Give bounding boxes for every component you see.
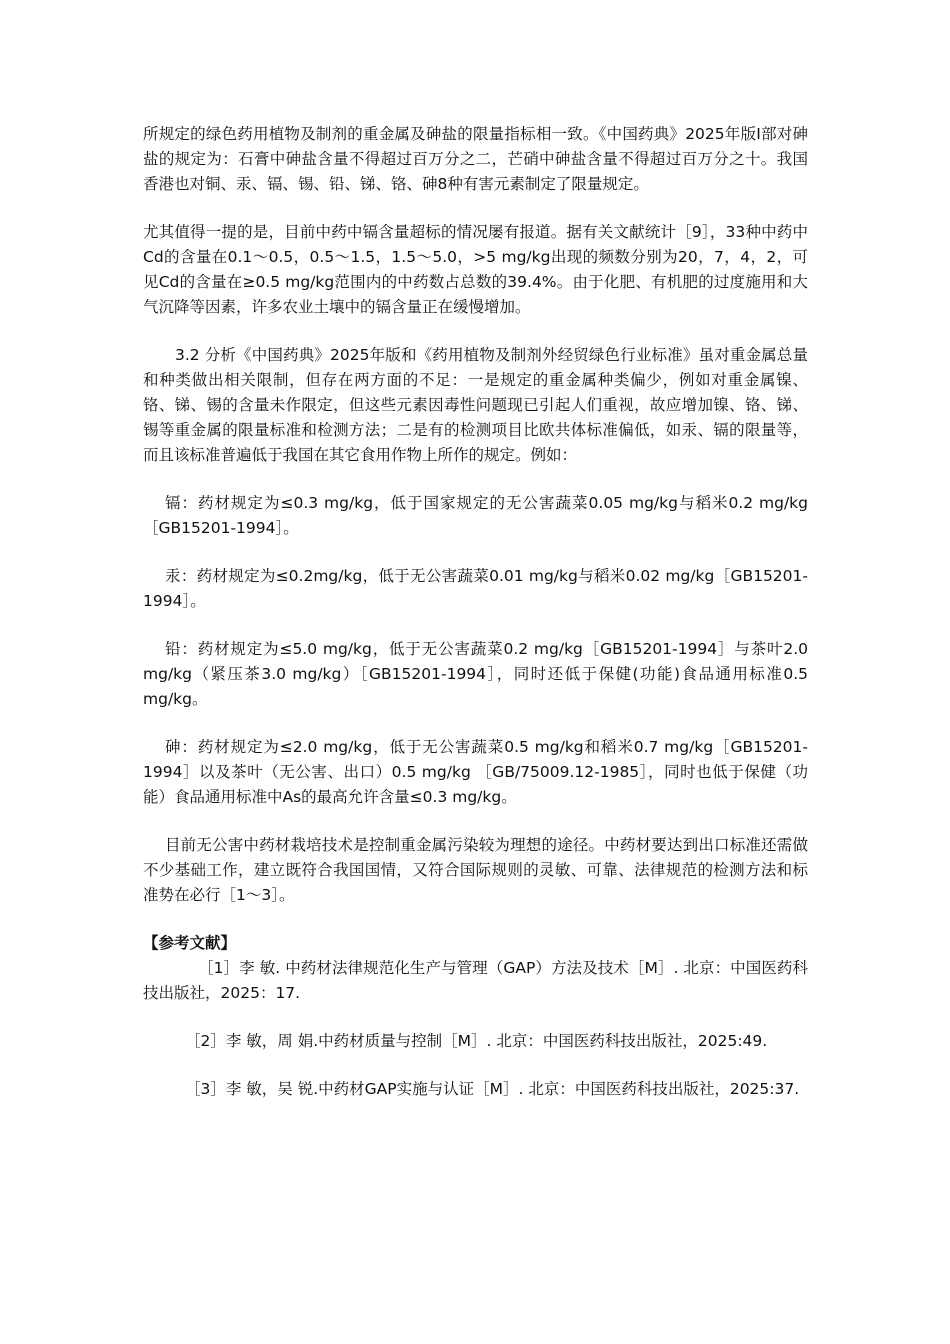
paragraph-lead-limit: 铅：药材规定为≤5.0 mg/kg，低于无公害蔬菜0.2 mg/kg［GB15201-1994］与茶叶2.0 mg/kg（紧压茶3.0 mg/kg）［GB15201-1994］，同时还低于保健(功能)食品通用标准0.5 mg/kg。	[143, 640, 808, 708]
reference-item: ［2］李 敏，周 娟.中药材质量与控制［M］. 北京：中国医药科技出版社，2025:49.	[185, 1032, 768, 1050]
reference-item: ［1］李 敏. 中药材法律规范化生产与管理（GAP）方法及技术［M］. 北京：中国医药科技出版社，2025：17.	[143, 959, 808, 1002]
paragraph-cadmium-statistics: 尤其值得一提的是，目前中药中镉含量超标的情况屡有报道。据有关文献统计［9］，33种中药中Cd的含量在0.1～0.5，0.5～1.5，1.5～5.0，>5 mg/kg出现的频数分别为20，7，4，2，可见Cd的含量在≥0.5 mg/kg范围内的中药数占总数的39.4%。由于化肥、有机肥的过度施用和大气沉降等因素，许多农业土壤中的镉含量正在缓慢增加。	[143, 223, 808, 316]
paragraph-mercury-limit: 汞：药材规定为≤0.2mg/kg，低于无公害蔬菜0.01 mg/kg与稻米0.02 mg/kg［GB15201-1994］。	[143, 567, 808, 610]
paragraph-conclusion: 目前无公害中药材栽培技术是控制重金属污染较为理想的途径。中药材要达到出口标准还需做不少基础工作，建立既符合我国国情，又符合国际规则的灵敏、可靠、法律规范的检测方法和标准势在必行［1～3］。	[143, 836, 808, 904]
references-heading: 【参考文献】	[143, 934, 237, 952]
paragraph-section-3-2: 3.2 分析《中国药典》2025年版和《药用植物及制剂外经贸绿色行业标准》虽对重金属总量和种类做出相关限制，但存在两方面的不足：一是规定的重金属种类偏少，例如对重金属镍、铬、锑、锡的含量未作限定，但这些元素因毒性问题现已引起人们重视，故应增加镍、铬、锑、锡等重金属的限量标准和检测方法；二是有的检测项目比欧共体标准偏低，如汞、镉的限量等，而且该标准普遍低于我国在其它食用作物上所作的规定。例如：	[143, 346, 808, 464]
paragraph-cadmium-limit: 镉：药材规定为≤0.3 mg/kg，低于国家规定的无公害蔬菜0.05 mg/kg与稻米0.2 mg/kg［GB15201-1994］。	[143, 494, 808, 537]
paragraph-limits-intro: 所规定的绿色药用植物及制剂的重金属及砷盐的限量指标相一致。《中国药典》2025年版Ⅰ部对砷盐的规定为：石膏中砷盐含量不得超过百万分之二，芒硝中砷盐含量不得超过百万分之十。我国香港也对铜、汞、镉、锡、铅、锑、铬、砷8种有害元素制定了限量规定。	[143, 125, 808, 193]
reference-item: ［3］李 敏，吴 锐.中药材GAP实施与认证［M］. 北京：中国医药科技出版社，2025:37.	[185, 1080, 800, 1098]
paragraph-arsenic-limit: 砷：药材规定为≤2.0 mg/kg，低于无公害蔬菜0.5 mg/kg和稻米0.7 mg/kg［GB15201-1994］以及茶叶（无公害、出口）0.5 mg/kg ［GB/75009.12-1985］，同时也低于保健（功能）食品通用标准中As的最高允许含量≤0.3 mg/kg。	[143, 738, 808, 806]
document-page	[143, 122, 808, 1125]
